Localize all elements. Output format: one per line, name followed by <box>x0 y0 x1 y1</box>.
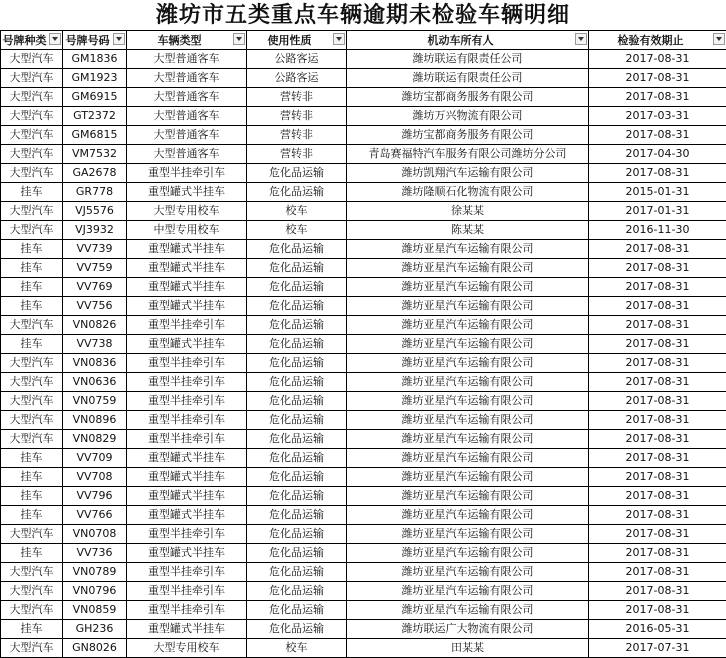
owner-cell[interactable]: 潍坊亚星汽车运输有限公司 <box>347 392 589 411</box>
usage-cell[interactable]: 营转非 <box>247 107 347 126</box>
vehicle-type-cell[interactable]: 大型普通客车 <box>127 88 247 107</box>
table-row <box>1 582 726 601</box>
owner-cell[interactable]: 潍坊亚星汽车运输有限公司 <box>347 468 589 487</box>
vehicle-type-cell[interactable]: 重型半挂牵引车 <box>127 411 247 430</box>
usage-cell[interactable]: 危化品运输 <box>247 373 347 392</box>
plate-type-cell[interactable]: 大型汽车 <box>1 430 63 449</box>
vehicle-type-cell[interactable]: 重型罐式半挂车 <box>127 278 247 297</box>
plate-type-cell[interactable]: 大型汽车 <box>1 316 63 335</box>
plate-type-cell[interactable]: 大型汽车 <box>1 373 63 392</box>
owner-cell[interactable]: 潍坊亚星汽车运输有限公司 <box>347 335 589 354</box>
expiry-cell[interactable]: 2017-08-31 <box>589 278 726 297</box>
plate-number-cell[interactable]: VV759 <box>63 259 127 278</box>
expiry-cell[interactable]: 2017-08-31 <box>589 487 726 506</box>
plate-type-cell[interactable]: 挂车 <box>1 620 63 639</box>
usage-cell[interactable]: 危化品运输 <box>247 183 347 202</box>
plate-type-cell[interactable]: 大型汽车 <box>1 563 63 582</box>
owner-cell[interactable]: 潍坊亚星汽车运输有限公司 <box>347 449 589 468</box>
usage-cell[interactable]: 危化品运输 <box>247 297 347 316</box>
plate-number-cell[interactable]: VV766 <box>63 506 127 525</box>
table-row <box>1 297 726 316</box>
column-header-usage <box>247 31 347 50</box>
plate-number-cell[interactable]: GM1836 <box>63 50 127 69</box>
plate-number-cell[interactable]: VV736 <box>63 544 127 563</box>
header-row <box>1 31 726 50</box>
plate-type-cell[interactable]: 大型汽车 <box>1 50 63 69</box>
expiry-cell[interactable]: 2017-08-31 <box>589 335 726 354</box>
owner-cell[interactable]: 潍坊亚星汽车运输有限公司 <box>347 563 589 582</box>
owner-cell[interactable]: 潍坊亚星汽车运输有限公司 <box>347 354 589 373</box>
usage-cell[interactable]: 危化品运输 <box>247 240 347 259</box>
vehicle-type-cell[interactable]: 大型专用校车 <box>127 202 247 221</box>
vehicle-type-cell[interactable]: 重型半挂牵引车 <box>127 316 247 335</box>
owner-cell[interactable]: 潍坊亚星汽车运输有限公司 <box>347 411 589 430</box>
plate-number-cell[interactable]: VN0829 <box>63 430 127 449</box>
usage-cell[interactable]: 危化品运输 <box>247 544 347 563</box>
column-header-label: 号牌种类 <box>1 32 62 48</box>
plate-number-cell[interactable]: VN0896 <box>63 411 127 430</box>
owner-cell[interactable]: 潍坊亚星汽车运输有限公司 <box>347 487 589 506</box>
vehicle-type-cell[interactable]: 重型半挂牵引车 <box>127 563 247 582</box>
owner-cell[interactable]: 潍坊亚星汽车运输有限公司 <box>347 373 589 392</box>
table-row <box>1 354 726 373</box>
vehicle-type-cell[interactable]: 重型半挂牵引车 <box>127 430 247 449</box>
usage-cell[interactable]: 危化品运输 <box>247 487 347 506</box>
plate-type-cell[interactable]: 大型汽车 <box>1 202 63 221</box>
plate-type-cell[interactable]: 挂车 <box>1 449 63 468</box>
column-header-plate-type <box>1 31 63 50</box>
expiry-cell[interactable]: 2017-08-31 <box>589 354 726 373</box>
vehicle-type-cell[interactable]: 重型半挂牵引车 <box>127 354 247 373</box>
table-row <box>1 164 726 183</box>
expiry-cell[interactable]: 2015-01-31 <box>589 183 726 202</box>
usage-cell[interactable]: 校车 <box>247 639 347 658</box>
expiry-cell[interactable]: 2017-08-31 <box>589 544 726 563</box>
column-header-label: 机动车所有人 <box>347 32 588 48</box>
expiry-cell[interactable]: 2017-08-31 <box>589 50 726 69</box>
table-row <box>1 373 726 392</box>
expiry-cell[interactable]: 2017-08-31 <box>589 430 726 449</box>
plate-type-cell[interactable]: 挂车 <box>1 259 63 278</box>
plate-number-cell[interactable]: VN0708 <box>63 525 127 544</box>
plate-number-cell[interactable]: GN8026 <box>63 639 127 658</box>
expiry-cell[interactable]: 2017-08-31 <box>589 259 726 278</box>
owner-cell[interactable]: 潍坊亚星汽车运输有限公司 <box>347 259 589 278</box>
plate-number-cell[interactable]: VN0636 <box>63 373 127 392</box>
table-row <box>1 620 726 639</box>
plate-number-cell[interactable]: VV796 <box>63 487 127 506</box>
expiry-cell[interactable]: 2017-08-31 <box>589 411 726 430</box>
plate-type-cell[interactable]: 挂车 <box>1 544 63 563</box>
owner-cell[interactable]: 潍坊亚星汽车运输有限公司 <box>347 278 589 297</box>
plate-number-cell[interactable]: VV739 <box>63 240 127 259</box>
usage-cell[interactable]: 危化品运输 <box>247 335 347 354</box>
table-row <box>1 449 726 468</box>
table-row <box>1 430 726 449</box>
plate-type-cell[interactable]: 挂车 <box>1 183 63 202</box>
owner-cell[interactable]: 潍坊亚星汽车运输有限公司 <box>347 601 589 620</box>
vehicle-type-cell[interactable]: 大型普通客车 <box>127 50 247 69</box>
usage-cell[interactable]: 校车 <box>247 202 347 221</box>
table-row <box>1 316 726 335</box>
plate-type-cell[interactable]: 大型汽车 <box>1 392 63 411</box>
plate-number-cell[interactable]: VV769 <box>63 278 127 297</box>
owner-cell[interactable]: 潍坊宝都商务服务有限公司 <box>347 88 589 107</box>
table-row <box>1 525 726 544</box>
plate-type-cell[interactable]: 大型汽车 <box>1 107 63 126</box>
table-row <box>1 126 726 145</box>
plate-number-cell[interactable]: GM6815 <box>63 126 127 145</box>
table-row <box>1 88 726 107</box>
usage-cell[interactable]: 危化品运输 <box>247 601 347 620</box>
expiry-cell[interactable]: 2017-08-31 <box>589 392 726 411</box>
plate-type-cell[interactable]: 大型汽车 <box>1 639 63 658</box>
filter-dropdown-icon[interactable] <box>713 33 725 45</box>
vehicle-type-cell[interactable]: 重型罐式半挂车 <box>127 240 247 259</box>
expiry-cell[interactable]: 2017-08-31 <box>589 506 726 525</box>
plate-type-cell[interactable]: 大型汽车 <box>1 525 63 544</box>
owner-cell[interactable]: 潍坊联运有限责任公司 <box>347 50 589 69</box>
plate-number-cell[interactable]: VJ3932 <box>63 221 127 240</box>
plate-number-cell[interactable]: GH236 <box>63 620 127 639</box>
column-header-label: 号牌号码 <box>63 32 126 48</box>
vehicle-type-cell[interactable]: 重型罐式半挂车 <box>127 487 247 506</box>
filter-dropdown-icon[interactable] <box>333 33 345 45</box>
column-header-owner <box>347 31 589 50</box>
table-row <box>1 240 726 259</box>
usage-cell[interactable]: 危化品运输 <box>247 278 347 297</box>
plate-type-cell[interactable]: 大型汽车 <box>1 601 63 620</box>
owner-cell[interactable]: 潍坊亚星汽车运输有限公司 <box>347 525 589 544</box>
owner-cell[interactable]: 潍坊亚星汽车运输有限公司 <box>347 297 589 316</box>
expiry-cell[interactable]: 2016-11-30 <box>589 221 726 240</box>
plate-number-cell[interactable]: VN0759 <box>63 392 127 411</box>
usage-cell[interactable]: 危化品运输 <box>247 164 347 183</box>
filter-dropdown-icon[interactable] <box>575 33 587 45</box>
plate-number-cell[interactable]: VN0836 <box>63 354 127 373</box>
plate-type-cell[interactable]: 大型汽车 <box>1 582 63 601</box>
table-row <box>1 411 726 430</box>
table-row <box>1 639 726 658</box>
plate-type-cell[interactable]: 挂车 <box>1 335 63 354</box>
expiry-cell[interactable]: 2017-08-31 <box>589 297 726 316</box>
usage-cell[interactable]: 营转非 <box>247 88 347 107</box>
table-row <box>1 392 726 411</box>
expiry-cell[interactable]: 2017-08-31 <box>589 126 726 145</box>
plate-number-cell[interactable]: VN0789 <box>63 563 127 582</box>
plate-type-cell[interactable]: 挂车 <box>1 240 63 259</box>
owner-cell[interactable]: 潍坊隆顺石化物流有限公司 <box>347 183 589 202</box>
vehicle-type-cell[interactable]: 重型罐式半挂车 <box>127 259 247 278</box>
plate-number-cell[interactable]: VV708 <box>63 468 127 487</box>
plate-type-cell[interactable]: 挂车 <box>1 506 63 525</box>
owner-cell[interactable]: 潍坊亚星汽车运输有限公司 <box>347 430 589 449</box>
owner-cell[interactable]: 潍坊宝都商务服务有限公司 <box>347 126 589 145</box>
table-row <box>1 506 726 525</box>
table-row <box>1 259 726 278</box>
usage-cell[interactable]: 校车 <box>247 221 347 240</box>
usage-cell[interactable]: 危化品运输 <box>247 259 347 278</box>
owner-cell[interactable]: 潍坊凯翔汽车运输有限公司 <box>347 164 589 183</box>
table-row <box>1 221 726 240</box>
plate-type-cell[interactable]: 大型汽车 <box>1 88 63 107</box>
table-row <box>1 487 726 506</box>
table-row <box>1 335 726 354</box>
usage-cell[interactable]: 营转非 <box>247 126 347 145</box>
expiry-cell[interactable]: 2017-08-31 <box>589 582 726 601</box>
usage-cell[interactable]: 危化品运输 <box>247 525 347 544</box>
expiry-cell[interactable]: 2017-07-31 <box>589 639 726 658</box>
plate-type-cell[interactable]: 挂车 <box>1 297 63 316</box>
plate-type-cell[interactable]: 挂车 <box>1 487 63 506</box>
vehicle-type-cell[interactable]: 重型罐式半挂车 <box>127 335 247 354</box>
expiry-cell[interactable]: 2017-08-31 <box>589 316 726 335</box>
expiry-cell[interactable]: 2017-08-31 <box>589 164 726 183</box>
plate-type-cell[interactable]: 大型汽车 <box>1 411 63 430</box>
usage-cell[interactable]: 公路客运 <box>247 50 347 69</box>
plate-number-cell[interactable]: GR778 <box>63 183 127 202</box>
column-header-inspection-expiry <box>589 31 726 50</box>
usage-cell[interactable]: 危化品运输 <box>247 582 347 601</box>
vehicle-type-cell[interactable]: 重型罐式半挂车 <box>127 468 247 487</box>
vehicle-type-cell[interactable]: 重型罐式半挂车 <box>127 183 247 202</box>
expiry-cell[interactable]: 2017-08-31 <box>589 69 726 88</box>
usage-cell[interactable]: 危化品运输 <box>247 468 347 487</box>
plate-number-cell[interactable]: VN0826 <box>63 316 127 335</box>
plate-type-cell[interactable]: 大型汽车 <box>1 145 63 164</box>
column-header-label: 车辆类型 <box>127 32 246 48</box>
usage-cell[interactable]: 危化品运输 <box>247 563 347 582</box>
expiry-cell[interactable]: 2017-08-31 <box>589 449 726 468</box>
plate-type-cell[interactable]: 挂车 <box>1 278 63 297</box>
expiry-cell[interactable]: 2016-05-31 <box>589 620 726 639</box>
owner-cell[interactable]: 潍坊亚星汽车运输有限公司 <box>347 506 589 525</box>
vehicle-type-cell[interactable]: 重型半挂牵引车 <box>127 601 247 620</box>
plate-type-cell[interactable]: 大型汽车 <box>1 164 63 183</box>
plate-number-cell[interactable]: VV738 <box>63 335 127 354</box>
usage-cell[interactable]: 公路客运 <box>247 69 347 88</box>
usage-cell[interactable]: 危化品运输 <box>247 392 347 411</box>
column-header-label: 检验有效期止 <box>589 32 726 48</box>
filter-dropdown-icon[interactable] <box>113 33 125 45</box>
vehicle-type-cell[interactable]: 重型罐式半挂车 <box>127 544 247 563</box>
table-row <box>1 183 726 202</box>
vehicle-type-cell[interactable]: 重型半挂牵引车 <box>127 582 247 601</box>
vehicle-type-cell[interactable]: 重型半挂牵引车 <box>127 373 247 392</box>
expiry-cell[interactable]: 2017-03-31 <box>589 107 726 126</box>
usage-cell[interactable]: 营转非 <box>247 145 347 164</box>
owner-cell[interactable]: 潍坊亚星汽车运输有限公司 <box>347 240 589 259</box>
usage-cell[interactable]: 危化品运输 <box>247 411 347 430</box>
filter-dropdown-icon[interactable] <box>233 33 245 45</box>
plate-number-cell[interactable]: VV709 <box>63 449 127 468</box>
plate-type-cell[interactable]: 大型汽车 <box>1 221 63 240</box>
plate-number-cell[interactable]: VN0859 <box>63 601 127 620</box>
vehicle-type-cell[interactable]: 大型普通客车 <box>127 126 247 145</box>
vehicle-type-cell[interactable]: 大型普通客车 <box>127 145 247 164</box>
owner-cell[interactable]: 潍坊联运有限责任公司 <box>347 69 589 88</box>
column-header-plate-number <box>63 31 127 50</box>
vehicle-type-cell[interactable]: 中型专用校车 <box>127 221 247 240</box>
vehicle-type-cell[interactable]: 重型罐式半挂车 <box>127 506 247 525</box>
vehicle-type-cell[interactable]: 重型半挂牵引车 <box>127 525 247 544</box>
owner-cell[interactable]: 陈某某 <box>347 221 589 240</box>
expiry-cell[interactable]: 2017-08-31 <box>589 601 726 620</box>
expiry-cell[interactable]: 2017-08-31 <box>589 373 726 392</box>
usage-cell[interactable]: 危化品运输 <box>247 316 347 335</box>
table-row <box>1 145 726 164</box>
expiry-cell[interactable]: 2017-04-30 <box>589 145 726 164</box>
plate-number-cell[interactable]: GA2678 <box>63 164 127 183</box>
plate-type-cell[interactable]: 挂车 <box>1 468 63 487</box>
usage-cell[interactable]: 危化品运输 <box>247 506 347 525</box>
plate-number-cell[interactable]: GT2372 <box>63 107 127 126</box>
usage-cell[interactable]: 危化品运输 <box>247 620 347 639</box>
plate-number-cell[interactable]: GM1923 <box>63 69 127 88</box>
vehicle-type-cell[interactable]: 大型普通客车 <box>127 69 247 88</box>
expiry-cell[interactable]: 2017-08-31 <box>589 468 726 487</box>
owner-cell[interactable]: 田某某 <box>347 639 589 658</box>
plate-number-cell[interactable]: VN0796 <box>63 582 127 601</box>
owner-cell[interactable]: 潍坊万兴物流有限公司 <box>347 107 589 126</box>
plate-type-cell[interactable]: 大型汽车 <box>1 69 63 88</box>
owner-cell[interactable]: 潍坊亚星汽车运输有限公司 <box>347 544 589 563</box>
expiry-cell[interactable]: 2017-08-31 <box>589 525 726 544</box>
plate-number-cell[interactable]: VV756 <box>63 297 127 316</box>
column-header-label: 使用性质 <box>247 32 346 48</box>
table-row <box>1 278 726 297</box>
page-title: 潍坊市五类重点车辆逾期未检验车辆明细 <box>0 0 726 30</box>
usage-cell[interactable]: 危化品运输 <box>247 430 347 449</box>
plate-number-cell[interactable]: GM6915 <box>63 88 127 107</box>
usage-cell[interactable]: 危化品运输 <box>247 354 347 373</box>
filter-dropdown-icon[interactable] <box>49 33 61 45</box>
owner-cell[interactable]: 青岛赛福特汽车服务有限公司潍坊分公司 <box>347 145 589 164</box>
expiry-cell[interactable]: 2017-08-31 <box>589 240 726 259</box>
table-row <box>1 202 726 221</box>
expiry-cell[interactable]: 2017-08-31 <box>589 88 726 107</box>
vehicle-type-cell[interactable]: 重型罐式半挂车 <box>127 449 247 468</box>
table-row <box>1 50 726 69</box>
plate-type-cell[interactable]: 大型汽车 <box>1 354 63 373</box>
table-row <box>1 563 726 582</box>
vehicle-table <box>0 30 726 658</box>
usage-cell[interactable]: 危化品运输 <box>247 449 347 468</box>
plate-number-cell[interactable]: VM7532 <box>63 145 127 164</box>
vehicle-type-cell[interactable]: 重型罐式半挂车 <box>127 297 247 316</box>
owner-cell[interactable]: 徐某某 <box>347 202 589 221</box>
table-row <box>1 601 726 620</box>
table-row <box>1 69 726 88</box>
table-row <box>1 107 726 126</box>
plate-type-cell[interactable]: 大型汽车 <box>1 126 63 145</box>
owner-cell[interactable]: 潍坊联运广大物流有限公司 <box>347 620 589 639</box>
vehicle-type-cell[interactable]: 重型半挂牵引车 <box>127 164 247 183</box>
vehicle-type-cell[interactable]: 大型专用校车 <box>127 639 247 658</box>
expiry-cell[interactable]: 2017-01-31 <box>589 202 726 221</box>
owner-cell[interactable]: 潍坊亚星汽车运输有限公司 <box>347 582 589 601</box>
vehicle-type-cell[interactable]: 重型半挂牵引车 <box>127 392 247 411</box>
vehicle-type-cell[interactable]: 重型罐式半挂车 <box>127 620 247 639</box>
column-header-vehicle-type <box>127 31 247 50</box>
table-row <box>1 468 726 487</box>
vehicle-type-cell[interactable]: 大型普通客车 <box>127 107 247 126</box>
table-row <box>1 544 726 563</box>
expiry-cell[interactable]: 2017-08-31 <box>589 563 726 582</box>
plate-number-cell[interactable]: VJ5576 <box>63 202 127 221</box>
owner-cell[interactable]: 潍坊亚星汽车运输有限公司 <box>347 316 589 335</box>
